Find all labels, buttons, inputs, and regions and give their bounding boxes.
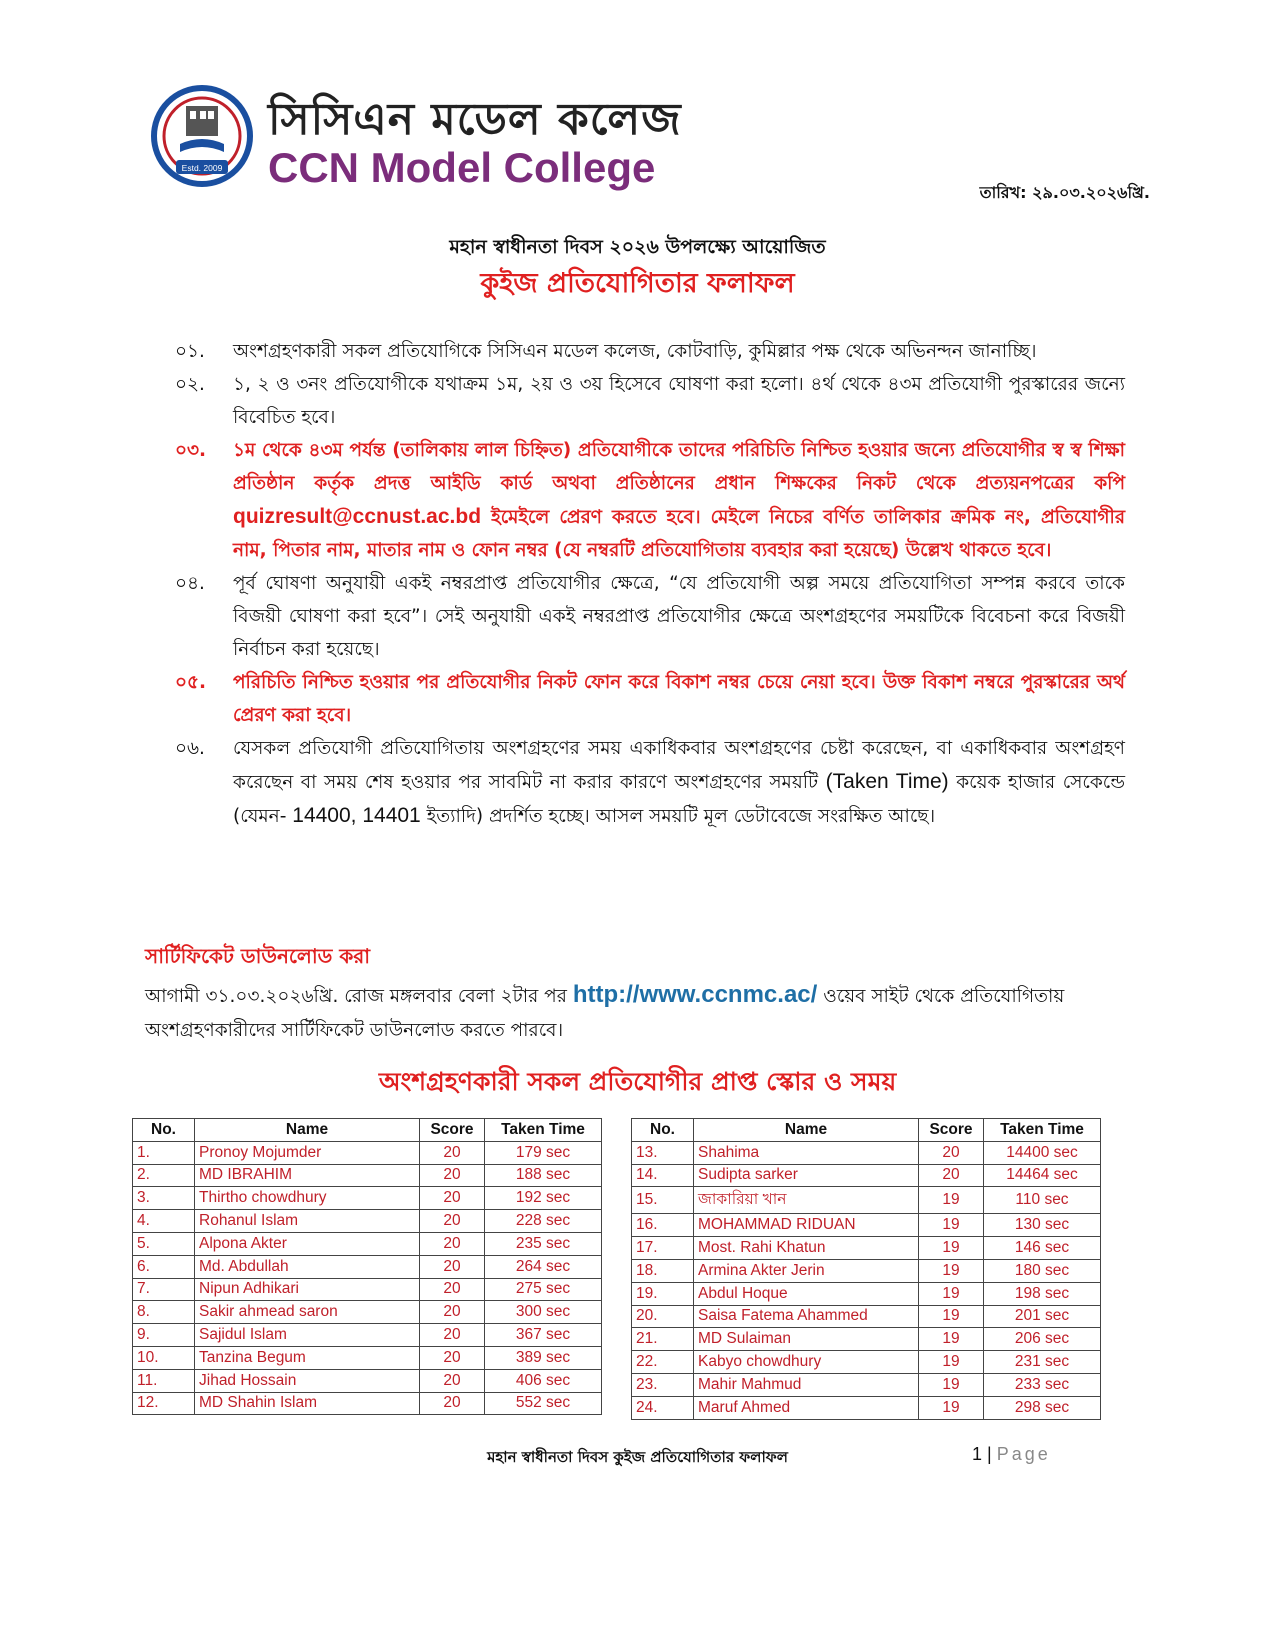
participant-score: 20 <box>420 1187 485 1210</box>
taken-time: 406 sec <box>485 1369 602 1392</box>
point-number: ০২. <box>175 374 205 395</box>
participant-name: Sajidul Islam <box>195 1324 420 1347</box>
table-row <box>133 1301 602 1324</box>
certificate-text-part: ওয়েব সাইট থেকে প্রতিযোগিতায় অংশগ্রহণকারীদের সার্টিফিকেট ডাউনলোড করতে পারবে। <box>145 986 1065 1041</box>
point-number: ০৬. <box>175 738 205 759</box>
row-number: 13. <box>632 1141 694 1164</box>
college-name-bangla: সিসিএন মডেল কলেজ <box>268 94 682 145</box>
table-row <box>133 1278 602 1301</box>
participant-score: 19 <box>919 1214 984 1237</box>
taken-time: 389 sec <box>485 1346 602 1369</box>
taken-time: 130 sec <box>984 1214 1101 1237</box>
table-row <box>133 1164 602 1187</box>
table-row <box>632 1164 1101 1187</box>
document-date: তারিখ: ২৯.০৩.২০২৬খ্রি. <box>979 183 1150 202</box>
participant-name: Pronoy Mojumder <box>195 1141 420 1164</box>
participant-name: Saisa Fatema Ahammed <box>694 1305 919 1328</box>
participant-score: 20 <box>420 1392 485 1415</box>
header-no: No. <box>632 1119 694 1142</box>
row-number: 12. <box>133 1392 195 1415</box>
document-subtitle: মহান স্বাধীনতা দিবস ২০২৬ উপলক্ষ্যে আয়োজিত <box>449 236 826 258</box>
taken-time: 180 sec <box>984 1259 1101 1282</box>
taken-time: 231 sec <box>984 1351 1101 1374</box>
header-score: Score <box>420 1119 485 1142</box>
row-number: 14. <box>632 1164 694 1187</box>
participant-name: Sakir ahmead saron <box>195 1301 420 1324</box>
participant-score: 20 <box>420 1324 485 1347</box>
table-row <box>632 1328 1101 1351</box>
taken-time: 110 sec <box>984 1187 1101 1214</box>
notice-point-1 <box>175 335 1125 368</box>
participant-score: 20 <box>420 1164 485 1187</box>
participant-name: MD Sulaiman <box>694 1328 919 1351</box>
certificate-heading: সার্টিফিকেট ডাউনলোড করা <box>145 944 371 968</box>
participant-name: জাকারিয়া খান <box>694 1187 919 1214</box>
taken-time: 201 sec <box>984 1305 1101 1328</box>
notice-points <box>175 335 1125 833</box>
table-body <box>133 1141 602 1415</box>
college-logo <box>150 84 255 189</box>
row-number: 7. <box>133 1278 195 1301</box>
website-link[interactable]: http://www.ccnmc.ac/ <box>572 981 818 1008</box>
point-number: ০১. <box>175 341 205 362</box>
table-header-row <box>133 1119 602 1142</box>
email-link[interactable]: quizresult@ccnust.ac.bd <box>233 505 482 528</box>
point-number: ০৫. <box>175 672 207 693</box>
row-number: 23. <box>632 1373 694 1396</box>
certificate-text <box>145 978 1125 1048</box>
table-header-row <box>632 1119 1101 1142</box>
table-row <box>632 1282 1101 1305</box>
participant-score: 19 <box>919 1328 984 1351</box>
header-no: No. <box>133 1119 195 1142</box>
table-row <box>133 1324 602 1347</box>
participant-score: 19 <box>919 1373 984 1396</box>
header-score: Score <box>919 1119 984 1142</box>
header-taken-time: Taken Time <box>984 1119 1101 1142</box>
taken-time: 300 sec <box>485 1301 602 1324</box>
taken-time-term: (Taken Time) <box>825 770 949 793</box>
row-number: 8. <box>133 1301 195 1324</box>
table-row <box>632 1373 1101 1396</box>
table-row <box>133 1346 602 1369</box>
notice-point-5 <box>175 666 1125 732</box>
participant-score: 20 <box>420 1232 485 1255</box>
letterhead <box>150 80 1150 210</box>
taken-time: 206 sec <box>984 1328 1101 1351</box>
taken-time: 235 sec <box>485 1232 602 1255</box>
participant-score: 19 <box>919 1259 984 1282</box>
table-row <box>133 1232 602 1255</box>
header-taken-time: Taken Time <box>485 1119 602 1142</box>
participant-score: 20 <box>420 1278 485 1301</box>
taken-time: 192 sec <box>485 1187 602 1210</box>
participant-score: 19 <box>919 1282 984 1305</box>
taken-time: 228 sec <box>485 1210 602 1233</box>
notice-point-3 <box>175 434 1125 567</box>
participant-name: Rohanul Islam <box>195 1210 420 1233</box>
participant-name: Mahir Mahmud <box>694 1373 919 1396</box>
participant-name: Nipun Adhikari <box>195 1278 420 1301</box>
page-number-value: 1 <box>972 1444 983 1464</box>
participant-score: 20 <box>420 1255 485 1278</box>
point-text: ১, ২ ও ৩নং প্রতিযোগীকে যথাক্রম ১ম, ২য় ও ৩য় হিসেবে ঘোষণা করা হলো। ৪র্থ থেকে ৪৩ম প্রতিযোগী পুরস্কারের জন্যে বিবেচিত হবে। <box>233 374 1125 428</box>
notice-point-4 <box>175 567 1125 666</box>
row-number: 24. <box>632 1396 694 1419</box>
point-text-part: যেসকল প্রতিযোগী প্রতিযোগিতায় অংশগ্রহণের সময় একাধিকবার অংশগ্রহণের চেষ্টা করেছেন, বা একাধিকবার অংশগ্রহণ করেছেন বা সময় শেষ হওয়ার পর সাবমিট না করার কারণে অংশগ্রহণের সময়টি <box>233 738 1125 793</box>
taken-time: 298 sec <box>984 1396 1101 1419</box>
page-number <box>972 1444 1051 1465</box>
participant-score: 20 <box>919 1141 984 1164</box>
table-row <box>632 1214 1101 1237</box>
taken-time: 179 sec <box>485 1141 602 1164</box>
participant-name: MOHAMMAD RIDUAN <box>694 1214 919 1237</box>
table-row <box>632 1305 1101 1328</box>
participant-name: Armina Akter Jerin <box>694 1259 919 1282</box>
participant-name: Alpona Akter <box>195 1232 420 1255</box>
table-row <box>133 1210 602 1233</box>
table-row <box>133 1369 602 1392</box>
scores-table-right <box>631 1118 1101 1420</box>
row-number: 20. <box>632 1305 694 1328</box>
taken-time: 198 sec <box>984 1282 1101 1305</box>
table-row <box>632 1351 1101 1374</box>
footer-title: মহান স্বাধীনতা দিবস কুইজ প্রতিযোগিতার ফলাফল <box>487 1448 788 1466</box>
point-text-part: ১ম থেকে ৪৩ম পর্যন্ত (তালিকায় লাল চিহ্নিত) প্রতিযোগীকে তাদের পরিচিতি নিশ্চিত হওয়ার জন্যে প্রতিযোগীর স্ব স্ব শিক্ষা প্রতিষ্ঠান কর্তৃক প্রদত্ত আইডি কার্ড অথবা প্রতিষ্ঠানের প্রধান শিক্ষকের নিকট থেকে প্রত্যয়নপত্রের কপি <box>233 440 1125 494</box>
participant-name: Jihad Hossain <box>195 1369 420 1392</box>
row-number: 16. <box>632 1214 694 1237</box>
point-text-part: কয়েক হাজার সেকেন্ডে (যেমন- <box>233 772 1126 827</box>
point-number: ০৪. <box>175 573 205 594</box>
table-row <box>133 1187 602 1210</box>
logo-estd-text: Estd. 2009 <box>181 163 223 173</box>
college-name-english: CCN Model College <box>268 144 656 191</box>
point-number: ০৩. <box>175 440 207 461</box>
taken-time: 188 sec <box>485 1164 602 1187</box>
point-text-part: ইমেইলে প্রেরণ করতে হবে। মেইলে নিচের বর্ণিত তালিকার ক্রমিক নং, প্রতিযোগীর নাম, পিতার নাম, মাতার নাম ও ফোন নম্বর (যে নম্বরটি প্রতিযোগিতায় ব্যবহার করা হয়েছে) উল্লেখ থাকতে হবে। <box>233 507 1125 561</box>
table-row <box>632 1396 1101 1419</box>
participant-name: Sudipta sarker <box>694 1164 919 1187</box>
row-number: 21. <box>632 1328 694 1351</box>
participant-score: 19 <box>919 1237 984 1260</box>
participant-name: Maruf Ahmed <box>694 1396 919 1419</box>
participant-score: 20 <box>420 1141 485 1164</box>
row-number: 19. <box>632 1282 694 1305</box>
participant-score: 20 <box>919 1164 984 1187</box>
participant-name: Shahima <box>694 1141 919 1164</box>
participant-score: 20 <box>420 1210 485 1233</box>
point-text: পূর্ব ঘোষণা অনুযায়ী একই নম্বরপ্রাপ্ত প্রতিযোগীর ক্ষেত্রে, “যে প্রতিযোগী অল্প সময়ে প্রতিযোগিতা সম্পন্ন করবে তাকে বিজয়ী ঘোষণা করা হবে”। সেই অনুযায়ী একই নম্বরপ্রাপ্ত প্রতিযোগীর ক্ষেত্রে অংশগ্রহণের সময়টিকে বিবেচনা করে বিজয়ী নির্বাচন করা হয়েছে। <box>233 573 1125 660</box>
participant-score: 19 <box>919 1396 984 1419</box>
taken-time: 264 sec <box>485 1255 602 1278</box>
header-name: Name <box>694 1119 919 1142</box>
taken-time: 552 sec <box>485 1392 602 1415</box>
taken-time: 146 sec <box>984 1237 1101 1260</box>
row-number: 22. <box>632 1351 694 1374</box>
participant-name: Kabyo chowdhury <box>694 1351 919 1374</box>
point-text-part: ইত্যাদি) প্রদর্শিত হচ্ছে। আসল সময়টি মূল ডেটাবেজে সংরক্ষিত আছে। <box>426 806 936 827</box>
taken-time: 14464 sec <box>984 1164 1101 1187</box>
participant-score: 20 <box>420 1369 485 1392</box>
page-label: Page <box>996 1444 1051 1464</box>
document-title: কুইজ প্রতিযোগিতার ফলাফল <box>480 268 795 299</box>
taken-time: 367 sec <box>485 1324 602 1347</box>
participant-name: Tanzina Begum <box>195 1346 420 1369</box>
row-number: 10. <box>133 1346 195 1369</box>
participant-score: 19 <box>919 1351 984 1374</box>
participant-score: 20 <box>420 1301 485 1324</box>
row-number: 18. <box>632 1259 694 1282</box>
page-separator: | <box>987 1444 992 1464</box>
taken-time: 275 sec <box>485 1278 602 1301</box>
table-row <box>632 1187 1101 1214</box>
table-body <box>632 1141 1101 1419</box>
table-row <box>133 1392 602 1415</box>
point-text <box>233 732 1125 833</box>
table-row <box>632 1141 1101 1164</box>
participant-name: Thirtho chowdhury <box>195 1187 420 1210</box>
participant-score: 19 <box>919 1305 984 1328</box>
notice-point-2 <box>175 368 1125 434</box>
taken-time: 233 sec <box>984 1373 1101 1396</box>
table-row <box>632 1237 1101 1260</box>
row-number: 9. <box>133 1324 195 1347</box>
participant-name: Most. Rahi Khatun <box>694 1237 919 1260</box>
participant-score: 19 <box>919 1187 984 1214</box>
header-name: Name <box>195 1119 420 1142</box>
taken-time: 14400 sec <box>984 1141 1101 1164</box>
scores-table-left <box>132 1118 602 1415</box>
certificate-text-part: আগামী ৩১.০৩.২০২৬খ্রি. রোজ মঙ্গলবার বেলা ২টার পর <box>145 986 567 1007</box>
point-text <box>233 434 1125 567</box>
row-number: 4. <box>133 1210 195 1233</box>
row-number: 5. <box>133 1232 195 1255</box>
row-number: 15. <box>632 1187 694 1214</box>
participant-score: 20 <box>420 1346 485 1369</box>
point-text: অংশগ্রহণকারী সকল প্রতিযোগিকে সিসিএন মডেল কলেজ, কোটবাড়ি, কুমিল্লার পক্ষ থেকে অভিনন্দন জানাচ্ছি। <box>233 341 1037 362</box>
row-number: 1. <box>133 1141 195 1164</box>
row-number: 6. <box>133 1255 195 1278</box>
table-row <box>133 1255 602 1278</box>
scores-section-title: অংশগ্রহণকারী সকল প্রতিযোগীর প্রাপ্ত স্কোর ও সময় <box>378 1067 897 1096</box>
row-number: 2. <box>133 1164 195 1187</box>
participant-name: Abdul Hoque <box>694 1282 919 1305</box>
example-values: 14400, 14401 <box>292 804 421 827</box>
row-number: 11. <box>133 1369 195 1392</box>
row-number: 3. <box>133 1187 195 1210</box>
row-number: 17. <box>632 1237 694 1260</box>
point-text: পরিচিতি নিশ্চিত হওয়ার পর প্রতিযোগীর নিকট ফোন করে বিকাশ নম্বর চেয়ে নেয়া হবে। উক্ত বিকাশ নম্বরে পুরস্কারের অর্থ প্রেরণ করা হবে। <box>233 672 1125 726</box>
table-row <box>632 1259 1101 1282</box>
participant-name: MD IBRAHIM <box>195 1164 420 1187</box>
participant-name: MD Shahin Islam <box>195 1392 420 1415</box>
notice-point-6 <box>175 732 1125 833</box>
table-row <box>133 1141 602 1164</box>
participant-name: Md. Abdullah <box>195 1255 420 1278</box>
